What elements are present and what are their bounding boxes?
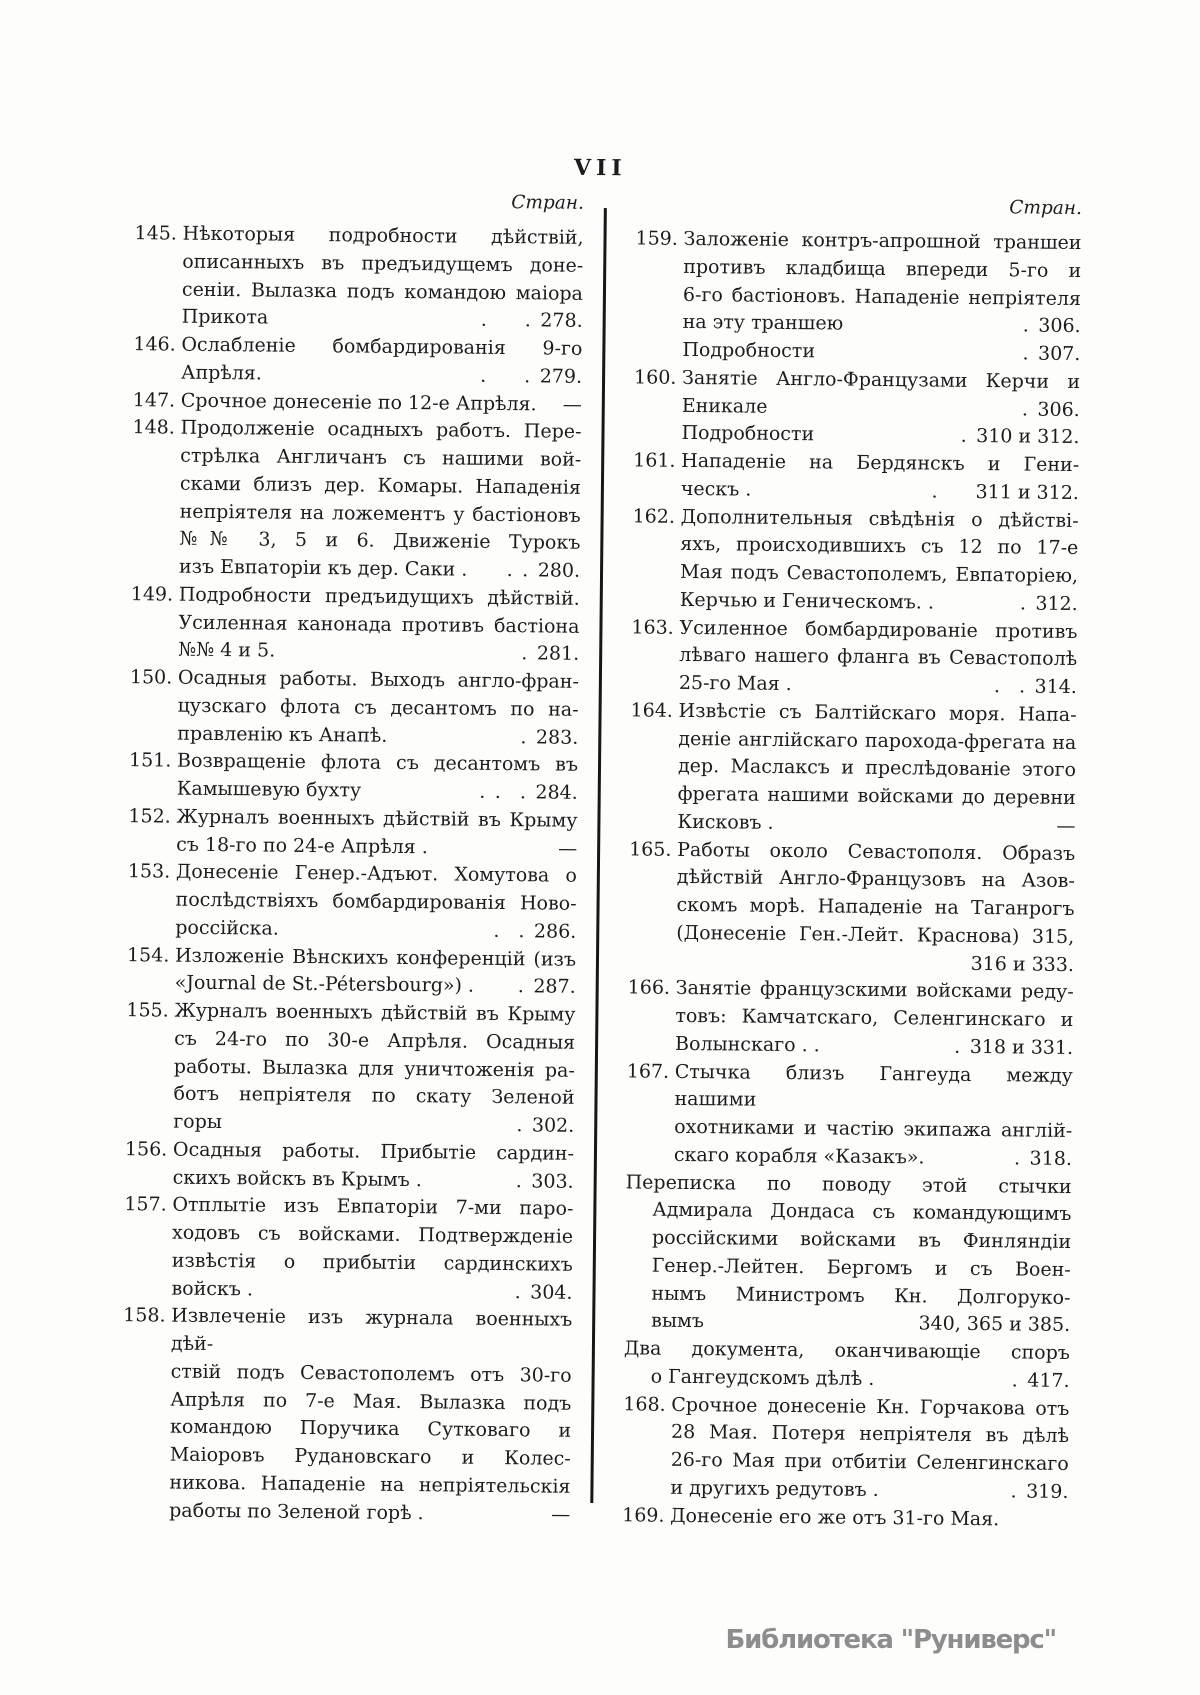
entry-text: 6-го бастіоновъ. Нападеніе непріятеля [682,283,1082,310]
entry-number: 163. [631,615,674,639]
entry-text: Нападеніе на Бердянскъ и Гени- [681,449,1080,477]
entry-number: 153. [127,860,171,883]
entry-text: скомъ морѣ. Нападеніе на Таганрогъ [676,893,1075,921]
entry-text: фрегата нашими войсками до деревни [677,782,1076,810]
page-ref: . 283. [520,725,579,749]
toc-entry-145 [134,220,584,336]
toc-entry-158 [121,1302,572,1529]
entry-text: Работы около Севастополя. Образъ [677,838,1076,865]
page-ref: — [551,1503,571,1526]
entry-number: 167. [626,1059,670,1083]
entry-text: Усиленное бомбардированіе противъ [679,616,1078,643]
entry-text: непріятеля на ложементъ у бастіоновъ [179,500,581,527]
toc-entry-164 [629,697,1076,840]
entry-text: цузскаго флота съ десантомъ по на- [177,694,579,721]
entry-text: Донесеніе Генер.-Адъют. Хомутова о [175,860,577,888]
entry-number: 149. [130,582,174,606]
entry-text: ходовъ съ войсками. Подтвержденіе [171,1221,574,1248]
entry-text: яхъ, происходившихъ съ 12 по 17-е [680,533,1079,560]
entry-text: Занятіе Англо-Французами Керчи и [681,366,1081,393]
toc-entry-unnumbered [624,1169,1072,1340]
entry-text: горы [173,1110,223,1134]
toc-entry-161 [633,447,1080,507]
toc-entries-right [622,225,1082,1534]
entry-text: Стычка близъ Гангеуда между нашими [674,1060,1073,1111]
entry-text: и другихъ редутовъ . [670,1476,879,1501]
page-ref: . 287. [517,975,576,999]
page-ref: . 307. [1022,342,1081,366]
entry-number: 155. [126,999,169,1022]
entry-number: 148. [132,416,175,439]
toc-entry-157 [123,1191,573,1307]
toc-entry-166 [627,975,1074,1063]
entry-number: 168. [623,1392,666,1416]
toc-entry-167 [626,1058,1073,1174]
entry-number: 157. [124,1193,167,1216]
page-ref: . 310 и 312. [960,425,1080,449]
page-ref: . . 286. [493,919,577,943]
toc-entries-left [121,220,584,1529]
page-ref: 316 и 333. [970,952,1075,976]
entry-text: 26-го Мая при отбитіи Селенгинскаго [670,1448,1069,1475]
toc-entry-152 [128,803,578,863]
entry-text: деніе англійскаго парохода-фрегата на [678,727,1077,754]
entry-number: 146. [133,333,176,356]
page-ref: . . 314. [993,675,1077,699]
entry-text: лѣваго нашего фланга въ Севастополѣ [679,644,1078,671]
entry-text: Журналъ военныхъ дѣйствій въ Крыму [174,999,576,1026]
entry-text: Заложеніе контръ-апрошной траншеи [683,227,1082,255]
entry-text: изъ Евпаторіи къ дер. Саки . [178,555,468,581]
toc-column-left [121,185,584,1529]
page-ref: . 319. [1010,1480,1069,1503]
entry-text: Переписка по поводу этой стычки [625,1170,1072,1198]
page-ref: . 318 и 331. [954,1035,1074,1059]
toc-entry-160 [633,364,1080,452]
entry-text: Срочное донесеніе Кн. Горчакова отъ [671,1393,1070,1420]
toc-line [628,919,1074,951]
entry-text: съ 24-го по 30-е Апрѣля. Осадныя [174,1027,576,1054]
entry-text: россійска. [175,916,279,940]
toc-line [626,1058,1073,1118]
entry-number: 158. [123,1304,166,1327]
entry-number: 152. [128,804,171,828]
page-ref: . 303. [515,1169,574,1193]
entry-text: вымъ [651,1309,705,1333]
entry-text: ботъ непріятеля по скату Зеленой [173,1082,575,1110]
entry-number: 165. [629,837,672,861]
entry-text: сками близъ дер. Комары. Нападенія [179,472,582,499]
entry-text: правленію къ Анапѣ. [177,722,388,747]
toc-entry-146 [133,331,583,391]
page-ref: . 306. [1021,397,1080,421]
toc-entry-159 [634,225,1081,368]
entry-number: 145. [134,222,178,245]
entry-text: Апрѣля по 7-е Мая. Вылазка подъ [170,1388,572,1415]
entry-text: войскъ . [171,1277,254,1300]
entry-text: Подробности [682,338,816,363]
watermark: Библиотека "Руниверс" [725,1625,1056,1655]
toc-entry-156 [125,1136,575,1196]
toc-entry-163 [631,614,1078,702]
entry-text: (Донесеніе Ген.-Лейт. Краснова) 315, [676,921,1075,948]
entry-number: 147. [132,388,176,412]
page-ref: 340, 365 и 385. [918,1312,1071,1337]
page-ref: . 304. [514,1280,573,1304]
page-ref: — [562,393,582,416]
entry-text: охотниками и частію экипажа англій- [674,1115,1073,1142]
page-column-header: Стран. [1009,197,1082,220]
entry-text: командою Поручика Сутковаго и [169,1415,572,1443]
entry-text: Изложеніе Вѣнскихъ конференцій (изъ [174,944,577,971]
entry-text: №№ 4 и 5. [178,638,276,662]
entry-text: Донесеніе его же отъ 31-го Мая. [670,1504,1000,1530]
entry-text: съ 18-го по 24-е Апрѣля . [176,833,428,858]
entry-text: Кисковъ . [677,810,774,834]
toc-entry-168 [622,1391,1069,1507]
entry-text: Осадныя работы. Выходъ англо-фран- [177,666,580,693]
entry-text: Нѣкоторыя подробности дѣйствій, [182,222,584,249]
entry-number: 166. [627,976,671,1000]
entry-number: 160. [633,366,677,389]
toc-line [121,1497,570,1529]
entry-text: Апрѣля. [181,361,263,385]
toc-entry-155 [125,997,575,1140]
toc-entry-153 [127,858,577,946]
page-ref: . 318. [1013,1147,1073,1170]
entry-text: №№ 3, 5 и 6. Движеніе Турокъ [179,527,581,555]
page-ref: . 312. [1019,592,1078,615]
entry-text: Ослабленіе бомбардированія 9-го [181,333,583,360]
page-ref: . 417. [1011,1369,1070,1392]
toc-entry-154 [127,942,577,1002]
entry-text: сеніи. Вылазка подъ командою маіора [181,278,584,305]
entry-text: работы по Зеленой горѣ . [169,1499,424,1524]
toc-entry-148 [131,414,582,585]
column-divider [590,208,606,1503]
entry-text: товъ: Камчатскаго, Селенгинскаго и [675,1004,1074,1032]
entry-text: Волынскаго . . [675,1032,820,1057]
toc-entry-unnumbered [623,1335,1070,1395]
entry-text: Адмирала Дондаса съ командующимъ [652,1198,1072,1226]
entry-text: россійскими войсками въ Финляндіи [651,1226,1072,1253]
entry-text: Камышевую бухту [176,777,362,802]
entry-text: 28 Мая. Потеря непріятеля въ дѣлѣ [670,1421,1070,1448]
entry-text: Журналъ военныхъ дѣйствій въ Крыму [176,805,578,832]
toc-entry-150 [129,664,579,752]
page-ref: . 302. [516,1114,575,1137]
toc-entry-165 [628,836,1075,979]
entry-number: 151. [128,749,172,772]
entry-text: Отплытіе изъ Евпаторіи 7-ми паро- [172,1193,574,1221]
page-ref: . . 280. [506,559,581,582]
entry-number: 154. [126,943,170,967]
entry-text: на эту траншею [682,311,844,335]
entry-text: Усиленная канонада противъ бастіона [178,611,580,638]
folio-number: VII [573,154,627,182]
toc-entry-169 [622,1502,1068,1534]
entry-text: Два документа, оканчивающіе споръ [623,1337,1071,1364]
toc-line [123,1302,573,1362]
entry-text: Маіоровъ Рудановскаго и Колес- [169,1443,571,1470]
toc-entry-151 [129,747,579,807]
entry-text: противъ кладбища впереди 5-го и [683,255,1082,282]
entry-number: 164. [630,699,674,722]
entry-text: работы. Вылазка для уничтоженія ра- [173,1055,575,1082]
entry-text: «Journal de St.-Pétersbourg») . [174,971,475,997]
entry-text: о Гангеудскомъ дѣлѣ . [650,1365,875,1390]
entry-text: Извѣстіе съ Балтійскаго моря. Напа- [678,699,1077,726]
entry-text: скихъ войскъ въ Крымъ . [172,1166,423,1191]
entry-text: Подробности предъидущихъ дѣйствій. [178,583,580,610]
entry-text: Подробности [681,422,815,446]
entry-text: Срочное донесеніе по 12-е Апрѣля. [180,389,537,415]
entry-number: 161. [633,449,676,472]
entry-text: нымъ Министромъ Кн. Долгоруко- [651,1282,1071,1309]
entry-text: стрѣлка Англичанъ съ нашими вой- [180,444,582,471]
entry-text: Генер.-Лейтен. Бергомъ и съ Воен- [651,1254,1071,1281]
toc-entry-149 [130,581,580,669]
entry-text: дер. Маслаксъ и преслѣдованіе этого [677,755,1077,782]
entry-text: описанныхъ въ предъидущемъ доне- [182,250,584,277]
page-ref: — [1056,814,1076,837]
page-ref: — [558,837,578,860]
entry-text: Дополнительныя свѣдѣнія о дѣйстві- [680,505,1079,532]
entry-text: Мая подъ Севастополемъ, Евпаторіею, [679,560,1079,588]
entry-number: 162. [632,504,676,528]
entry-text: Еникале [681,394,768,418]
entry-text: Извлеченіе изъ журнала военныхъ дѣй- [170,1304,573,1356]
entry-number: 150. [129,666,173,689]
entry-text: ствій подъ Севастополемъ отъ 30-го [170,1360,572,1387]
entry-text: послѣдствіяхъ бомбардированія Ново- [175,888,577,915]
entry-text: никова. Нападеніе на непріятельскія [169,1471,571,1498]
entry-text: дѣйствій Англо-Французовъ на Азов- [676,866,1075,893]
entry-text: скаго корабля «Казакъ». [673,1143,925,1169]
page-ref: . . . 284. [479,780,578,804]
entry-text: Продолженіе осадныхъ работъ. Пере- [180,416,582,444]
page-ref: . . 279. [480,364,583,388]
entry-number: 169. [622,1503,665,1527]
entry-text: Прикота [181,305,269,329]
toc-column-right [622,190,1082,1534]
page-ref: . 281. [521,642,580,666]
entry-text: Осадныя работы. Прибытіе сардин- [172,1138,575,1165]
entry-number: 156. [124,1137,168,1161]
page-ref: . 311 и 312. [931,480,1080,504]
entry-number: 159. [635,227,678,250]
entry-text: ческъ . [680,477,752,501]
toc-entry-162 [632,503,1079,619]
entry-text: Возвращеніе флота съ десантомъ въ [176,749,579,777]
toc-line [622,1502,1068,1534]
page-column-header: Стран. [511,192,585,214]
entry-text: Занятіе французскими войсками реду- [675,977,1074,1004]
entry-text: извѣстія о прибытіи сардинскихъ [171,1249,573,1276]
page-ref: . . 278. [480,309,583,333]
entry-text: Керчью и Геническомъ. . [679,588,935,614]
page-ref: . 306. [1022,314,1081,338]
entry-text: 25-го Мая . [678,671,792,696]
